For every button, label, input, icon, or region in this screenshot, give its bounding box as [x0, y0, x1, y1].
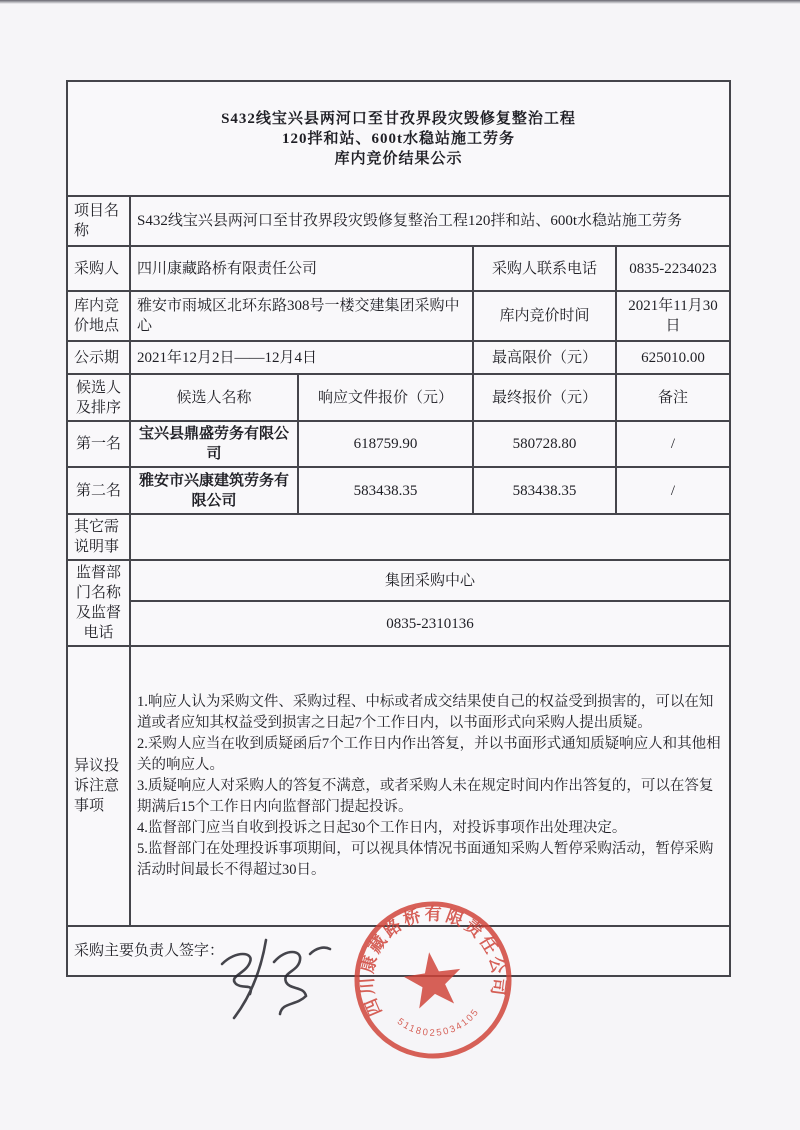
candidates-header-row [67, 374, 730, 421]
table-row [67, 421, 730, 467]
max-price-label: 最高限价（元） [473, 341, 616, 374]
candidates-doc-price-header: 响应文件报价（元） [298, 374, 473, 421]
title-line-2: 120拌和站、600t水稳站施工劳务 [282, 130, 516, 147]
publicity-period-row [67, 341, 730, 374]
venue-value: 雅安市雨城区北环东路308号一楼交建集团采购中心 [130, 291, 473, 341]
candidate-2-name: 雅安市兴康建筑劳务有限公司 [130, 467, 298, 514]
candidates-remark-header: 备注 [616, 374, 730, 421]
signature-label: 采购主要负责人签字： [67, 926, 730, 976]
project-name-row [67, 196, 730, 246]
document-title [67, 81, 730, 196]
venue-label: 库内竞价地点 [67, 291, 130, 341]
objection-item-3: 3.质疑响应人对采购人的答复不满意，或者采购人未在规定时间内作出答复的，可以在答复期满后15个工作日内向监督部门提起投诉。 [137, 777, 714, 815]
candidate-1-doc-price: 618759.90 [298, 421, 473, 467]
objection-item-5: 5.监督部门在处理投诉事项期间，可以视具体情况书面通知采购人暂停采购活动，暂停采购活动时间最长不得超过30日。 [137, 840, 714, 878]
candidate-2-doc-price: 583438.35 [298, 467, 473, 514]
title-line-1: S432线宝兴县两河口至甘孜界段灾毁修复整治工程 [221, 110, 576, 127]
bidding-venue-row [67, 291, 730, 341]
candidates-final-price-header: 最终报价（元） [473, 374, 616, 421]
project-name-label: 项目名称 [67, 196, 130, 246]
supervision-dept-row [67, 560, 730, 601]
title-block-row [67, 81, 730, 196]
candidate-1-final-price: 580728.80 [473, 421, 616, 467]
purchaser-value: 四川康藏路桥有限责任公司 [130, 246, 473, 291]
supervision-phone-row [67, 601, 730, 646]
candidates-rank-header: 候选人及排序 [67, 374, 130, 421]
purchaser-label: 采购人 [67, 246, 130, 291]
purchaser-phone-value: 0835-2234023 [616, 246, 730, 291]
bidding-time-label: 库内竞价时间 [473, 291, 616, 341]
supervision-dept-value: 集团采购中心 [130, 560, 730, 601]
objection-notice-row [67, 646, 730, 926]
scan-top-edge-shadow [0, 0, 800, 4]
candidate-2-rank: 第二名 [67, 467, 130, 514]
candidates-name-header: 候选人名称 [130, 374, 298, 421]
other-notes-row [67, 514, 730, 560]
bidding-time-value: 2021年11月30日 [616, 291, 730, 341]
title-line-3: 库内竞价结果公示 [334, 150, 463, 167]
publicity-label: 公示期 [67, 341, 130, 374]
purchaser-row [67, 246, 730, 291]
candidate-2-final-price: 583438.35 [473, 467, 616, 514]
supervision-label: 监督部门名称及监督电话 [67, 560, 130, 646]
objection-item-1: 1.响应人认为采购文件、采购过程、中标或者成交结果使自己的权益受到损害的，可以在知道或者应知其权益受到损害之日起7个工作日内，以书面形式向采购人提出质疑。 [137, 693, 714, 731]
max-price-value: 625010.00 [616, 341, 730, 374]
seal-registration-code: 5118025034105 [394, 1006, 483, 1039]
objection-text [130, 646, 730, 926]
objection-label: 异议投诉注意事项 [67, 646, 130, 926]
seal-company-name: 四川康藏路桥有限责任公司 [357, 904, 509, 1019]
other-notes-label: 其它需说明事 [67, 514, 130, 560]
project-name-value: S432线宝兴县两河口至甘孜界段灾毁修复整治工程120拌和站、600t水稳站施工劳务 [130, 196, 730, 246]
purchaser-phone-label: 采购人联系电话 [473, 246, 616, 291]
signature-row [67, 926, 730, 976]
candidate-1-rank: 第一名 [67, 421, 130, 467]
objection-item-2: 2.采购人应当在收到质疑函后7个工作日内作出答复，并以书面形式通知质疑响应人和其他相关的响应人。 [137, 735, 721, 773]
table-row [67, 467, 730, 514]
candidate-2-remark: / [616, 467, 730, 514]
other-notes-value [130, 514, 730, 560]
publicity-value: 2021年12月2日——12月4日 [130, 341, 473, 374]
bid-result-table [66, 80, 731, 977]
candidate-1-remark: / [616, 421, 730, 467]
candidate-1-name: 宝兴县鼎盛劳务有限公司 [130, 421, 298, 467]
supervision-phone-value: 0835-2310136 [130, 601, 730, 646]
objection-item-4: 4.监督部门应当自收到投诉之日起30个工作日内，对投诉事项作出处理决定。 [137, 819, 627, 836]
svg-text:5118025034105 [394, 1005, 485, 1044]
